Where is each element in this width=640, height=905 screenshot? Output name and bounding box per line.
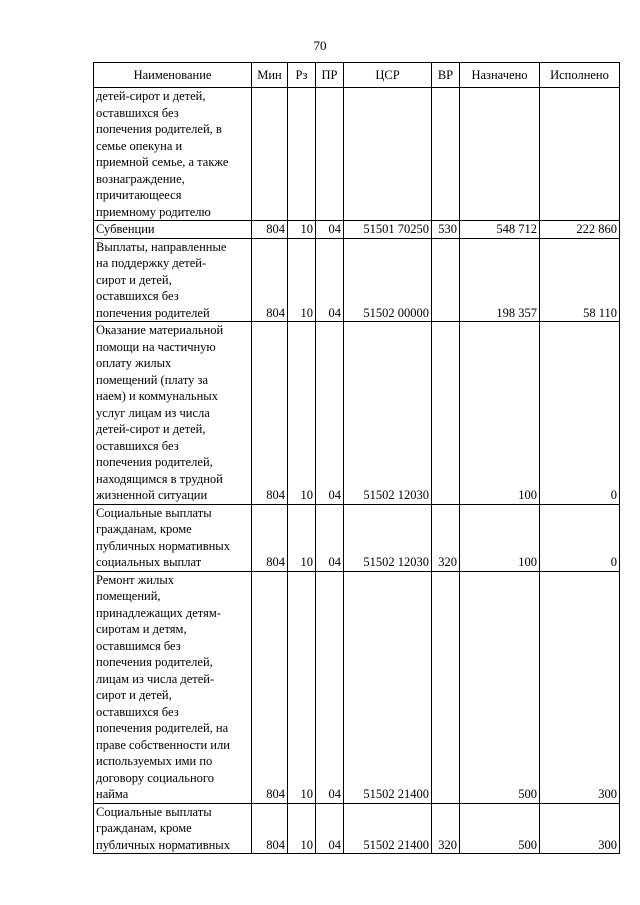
cell-name: Оказание материальной помощи на частичную оплату жилых помещений (плату за наем) и коммунальных услуг лицам из числа детей-сирот и детей, оставшихся без попечения родителей, находящимся в трудной жизненной ситуации (94, 322, 252, 505)
cell-executed: 0 (540, 504, 620, 571)
cell-pr: 04 (316, 238, 344, 322)
cell-csr: 51502 21400 (344, 571, 432, 803)
cell-min: 804 (252, 571, 288, 803)
page-number: 70 (313, 38, 327, 53)
cell-rz: 10 (288, 504, 316, 571)
table-body (94, 88, 620, 854)
cell-vr: 530 (432, 221, 460, 239)
table-row (94, 322, 620, 505)
cell-assigned: 500 (460, 571, 540, 803)
cell-vr (432, 571, 460, 803)
table-row (94, 571, 620, 803)
cell-executed: 300 (540, 571, 620, 803)
header-name: Наименование (94, 63, 252, 88)
cell-rz: 10 (288, 803, 316, 854)
cell-assigned: 500 (460, 803, 540, 854)
cell-min: 804 (252, 803, 288, 854)
cell-csr: 51502 12030 (344, 504, 432, 571)
cell-executed: 300 (540, 803, 620, 854)
cell-vr: 320 (432, 803, 460, 854)
cell-name: Выплаты, направленные на поддержку детей- сирот и детей, оставшихся без попечения родителей (94, 238, 252, 322)
cell-assigned: 100 (460, 504, 540, 571)
cell-min: 804 (252, 504, 288, 571)
table-row (94, 238, 620, 322)
cell-rz: 10 (288, 322, 316, 505)
cell-csr: 51501 70250 (344, 221, 432, 239)
cell-min: 804 (252, 221, 288, 239)
cell-csr: 51502 00000 (344, 238, 432, 322)
table-row (94, 221, 620, 239)
cell-assigned: 100 (460, 322, 540, 505)
header-pr: ПР (316, 63, 344, 88)
cell-name: Социальные выплаты гражданам, кроме публичных нормативных социальных выплат (94, 504, 252, 571)
cell-pr (316, 88, 344, 221)
cell-vr (432, 88, 460, 221)
cell-csr (344, 88, 432, 221)
cell-executed: 0 (540, 322, 620, 505)
cell-pr: 04 (316, 504, 344, 571)
cell-name: Социальные выплаты гражданам, кроме публичных нормативных (94, 803, 252, 854)
budget-table (93, 62, 620, 854)
cell-rz: 10 (288, 571, 316, 803)
cell-rz: 10 (288, 238, 316, 322)
table-row (94, 803, 620, 854)
cell-assigned: 548 712 (460, 221, 540, 239)
header-assigned: Назначено (460, 63, 540, 88)
cell-csr: 51502 12030 (344, 322, 432, 505)
cell-executed (540, 88, 620, 221)
cell-assigned (460, 88, 540, 221)
header-executed: Исполнено (540, 63, 620, 88)
cell-name: Субвенции (94, 221, 252, 239)
cell-rz (288, 88, 316, 221)
cell-min (252, 88, 288, 221)
cell-executed: 222 860 (540, 221, 620, 239)
cell-name: Ремонт жилых помещений, принадлежащих детям- сиротам и детям, оставшимся без попечения родителей, лицам из числа детей- сирот и детей, оставшихся без попечения родителей, на праве собственности или используемых ими по договору социального найма (94, 571, 252, 803)
table-row (94, 88, 620, 221)
header-csr: ЦСР (344, 63, 432, 88)
cell-name: детей-сирот и детей, оставшихся без попечения родителей, в семье опекуна и приемной семье, а также вознаграждение, причитающееся приемному родителю (94, 88, 252, 221)
cell-vr (432, 322, 460, 505)
cell-vr: 320 (432, 504, 460, 571)
cell-pr: 04 (316, 803, 344, 854)
table-header (94, 63, 620, 88)
cell-pr: 04 (316, 322, 344, 505)
header-min: Мин (252, 63, 288, 88)
cell-vr (432, 238, 460, 322)
cell-pr: 04 (316, 221, 344, 239)
cell-csr: 51502 21400 (344, 803, 432, 854)
cell-assigned: 198 357 (460, 238, 540, 322)
header-vr: ВР (432, 63, 460, 88)
cell-pr: 04 (316, 571, 344, 803)
table-row (94, 504, 620, 571)
header-row (94, 63, 620, 88)
cell-rz: 10 (288, 221, 316, 239)
header-rz: Рз (288, 63, 316, 88)
cell-min: 804 (252, 322, 288, 505)
cell-executed: 58 110 (540, 238, 620, 322)
cell-min: 804 (252, 238, 288, 322)
